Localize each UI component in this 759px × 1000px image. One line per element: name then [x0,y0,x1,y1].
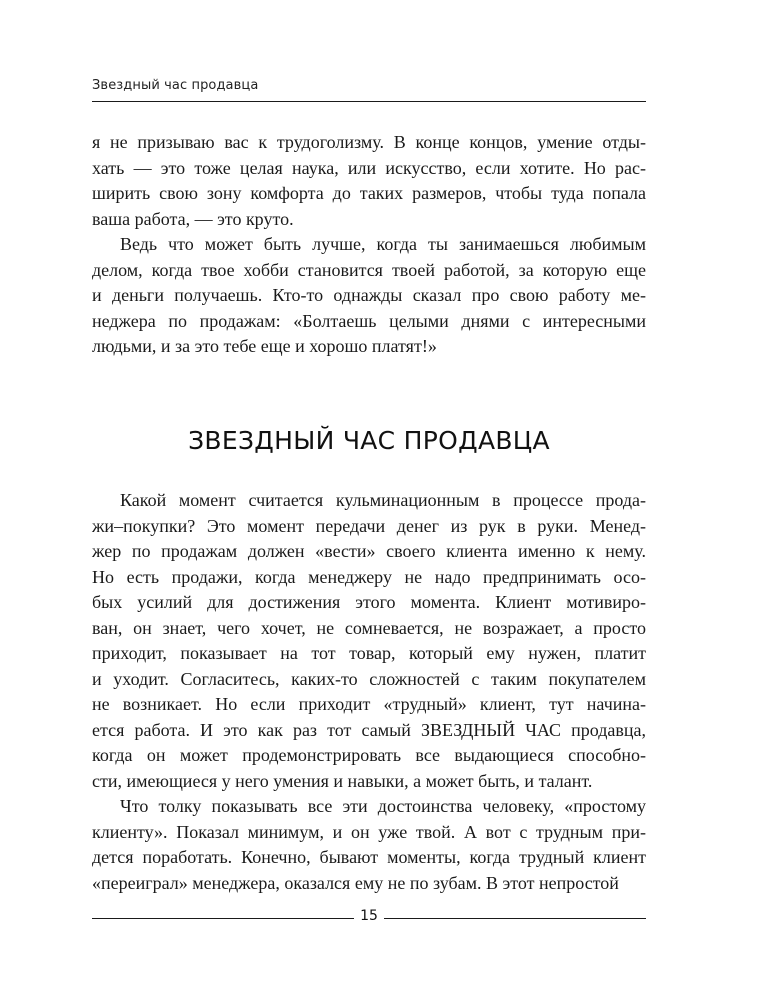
paragraph-line: приходит, показывает на тот товар, который ему нужен, платит [92,643,646,663]
paragraph [92,488,646,794]
footer-rule-left [92,918,354,919]
paragraph [92,232,646,360]
paragraph-line: ширить свою зону комфорта до таких размеров, чтобы туда попала [92,183,646,203]
paragraph-line: бых усилий для достижения этого момента. Клиент мотивиро- [92,592,646,612]
running-head: Звездный час продавца [92,78,259,93]
paragraph-line: ваша работа, — это круто. [92,208,294,229]
header-rule [92,101,646,102]
paragraph-line: Ведь что может быть лучше, когда ты занимаешься любимым [120,234,646,254]
paragraph-line: дется поработать. Конечно, бывают моменты, когда трудный клиент [92,847,646,867]
paragraph-line: и деньги получаешь. Кто-то однажды сказал про свою работу ме- [92,285,646,305]
paragraph-line: сти, имеющиеся у него умения и навыки, а может быть, и талант. [92,770,593,791]
paragraph-line: я не призываю вас к трудоголизму. В конце концов, умение отды- [92,132,646,152]
page-number: 15 [360,908,378,924]
paragraph-line: когда он может продемонстрировать все выдающиеся способно- [92,745,646,765]
paragraph-line: Какой момент считается кульминационным в процессе прода- [120,490,646,510]
paragraph-line: хать — это тоже целая наука, или искусство, если хотите. Но рас- [92,157,646,178]
paragraph-line: ется работа. И это как раз тот самый ЗВЕЗДНЫЙ ЧАС продавца, [92,719,646,740]
paragraph-line: делом, когда твое хобби становится твоей работой, за которую еще [92,259,646,280]
paragraph-line: Что толку показывать все эти достоинства человеку, «простому [120,796,646,816]
paragraph-line: жер по продажам должен «вести» своего клиента именно к нему. [92,541,646,561]
paragraph-line: и уходит. Согласитесь, каких-то сложностей с таким покупателем [92,668,646,689]
paragraph-line: ван, он знает, чего хочет, не сомневается, не возражает, а просто [92,617,646,638]
paragraph-line: Но есть продажи, когда менеджеру не надо предпринимать осо- [92,566,646,587]
text-block-top [92,130,646,360]
paragraph-line: жи–покупки? Это момент передачи денег из рук в руки. Менед- [92,515,646,536]
text-block-bottom [92,488,646,896]
paragraph-line: не возникает. Но если приходит «трудный» клиент, тут начина- [92,694,646,714]
paragraph-line: клиенту». Показал минимум, и он уже твой. А вот с трудным при- [92,821,646,842]
footer-rule-right [384,918,646,919]
paragraph [92,130,646,232]
paragraph [92,794,646,896]
section-heading: ЗВЕЗДНЫЙ ЧАС ПРОДАВЦА [188,426,550,455]
paragraph-line: людьми, и за это тебе еще и хорошо платят!» [92,336,437,356]
paragraph-line: «переиграл» менеджера, оказался ему не по зубам. В этот непростой [92,872,619,893]
paragraph-line: неджера по продажам: «Болтаешь целыми днями с интересными [92,310,646,331]
